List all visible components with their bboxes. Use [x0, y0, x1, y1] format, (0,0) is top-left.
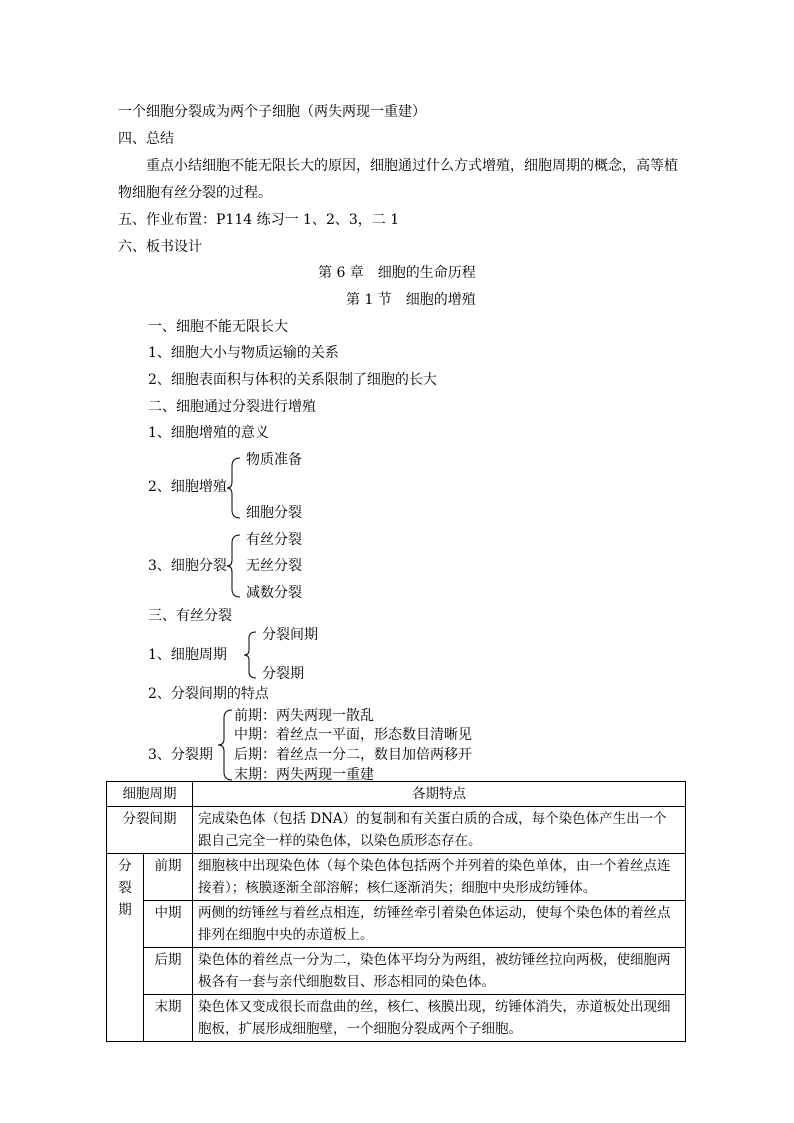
intro-line: 一个细胞分裂成为两个子细胞（两失两现一重建） — [118, 104, 426, 120]
table-row — [107, 948, 686, 995]
phase-mnemonic: 前期：两失两现一散乱 — [234, 708, 374, 724]
table-row — [107, 854, 686, 901]
summary-heading: 四、总结 — [118, 131, 174, 147]
section-title: 第 1 节 细胞的增殖 — [346, 292, 476, 308]
mitosis-label-char: 分 — [118, 858, 132, 874]
row-text: 细胞核中出现染色体（每个染色体包括两个并列着的染色单体，由一个着丝点连接着）；核膜逐渐全部溶解；核仁逐渐消失；细胞中央形成纺锤体。 — [193, 854, 686, 901]
brace-mitotic-phase — [216, 708, 234, 782]
heading-3-2: 2、分裂间期的特点 — [148, 686, 269, 702]
row-label: 分裂间期 — [107, 807, 193, 854]
row-label: 中期 — [144, 901, 193, 948]
heading-2: 二、细胞通过分裂进行增殖 — [148, 399, 316, 415]
table-header-row — [107, 782, 686, 807]
heading-2-1: 1、细胞增殖的意义 — [148, 425, 269, 441]
chapter-title: 第 6 章 细胞的生命历程 — [318, 265, 476, 281]
row-text: 染色体的着丝点一分为二，染色体平均分为两组，被纺锤丝拉向两极，使细胞两极各有一套与亲代细胞数目、形态相同的染色体。 — [193, 948, 686, 995]
table-row — [107, 995, 686, 1042]
phase-mnemonic: 末期：两失两现一重建 — [234, 767, 374, 783]
cell-cycle-table — [106, 781, 686, 1042]
heading-3-3: 3、分裂期 — [148, 747, 213, 763]
table-header-cell: 各期特点 — [193, 782, 686, 807]
cell-cycle-item: 分裂间期 — [262, 627, 318, 643]
row-text: 两侧的纺锤丝与着丝点相连，纺锤丝牵引着染色体运动，使每个染色体的着丝点排列在细胞中央的赤道板上。 — [193, 901, 686, 948]
brace-division — [226, 533, 242, 599]
mitosis-label-char: 期 — [118, 902, 132, 918]
board-heading: 六、板书设计 — [118, 239, 202, 255]
row-text: 染色体又变成很长而盘曲的丝，核仁、核膜出现，纺锤体消失，赤道板处出现细胞板，扩展形成细胞壁，一个细胞分裂成两个子细胞。 — [193, 995, 686, 1042]
heading-1-1: 1、细胞大小与物质运输的关系 — [148, 345, 339, 361]
brace-proliferation — [226, 456, 242, 520]
heading-2-3: 3、细胞分裂 — [148, 558, 227, 574]
mitosis-label — [107, 854, 144, 1042]
proliferation-item: 物质准备 — [246, 452, 302, 468]
division-item: 减数分裂 — [246, 585, 302, 601]
mitosis-label-char: 裂 — [118, 880, 132, 896]
row-text: 完成染色体（包括 DNA）的复制和有关蛋白质的合成，每个染色体产生出一个跟自己完全一样的染色体，以染色质形态存在。 — [193, 807, 686, 854]
phase-mnemonic: 中期：着丝点一平面，形态数目清晰见 — [234, 727, 472, 743]
heading-1: 一、细胞不能无限长大 — [148, 319, 288, 335]
summary-line-1: 重点小结细胞不能无限长大的原因，细胞通过什么方式增殖，细胞周期的概念，高等植 — [146, 158, 678, 174]
heading-3-1: 1、细胞周期 — [148, 647, 227, 663]
heading-1-2: 2、细胞表面积与体积的关系限制了细胞的长大 — [148, 372, 437, 388]
table-row — [107, 807, 686, 854]
cell-cycle-item: 分裂期 — [262, 666, 304, 682]
row-label: 后期 — [144, 948, 193, 995]
phase-mnemonic: 后期：着丝点一分二，数目加倍两移开 — [234, 747, 472, 763]
homework-line: 五、作业布置：P114 练习一 1、2、3，二 1 — [118, 212, 400, 228]
heading-3: 三、有丝分裂 — [148, 608, 232, 624]
heading-2-2: 2、细胞增殖 — [148, 479, 227, 495]
division-item: 无丝分裂 — [246, 558, 302, 574]
table-row — [107, 901, 686, 948]
brace-cell-cycle — [242, 630, 258, 680]
summary-line-2: 物细胞有丝分裂的过程。 — [118, 185, 272, 201]
division-item: 有丝分裂 — [246, 532, 302, 548]
table-header-cell: 细胞周期 — [107, 782, 193, 807]
row-label: 末期 — [144, 995, 193, 1042]
proliferation-item: 细胞分裂 — [246, 505, 302, 521]
row-label: 前期 — [144, 854, 193, 901]
